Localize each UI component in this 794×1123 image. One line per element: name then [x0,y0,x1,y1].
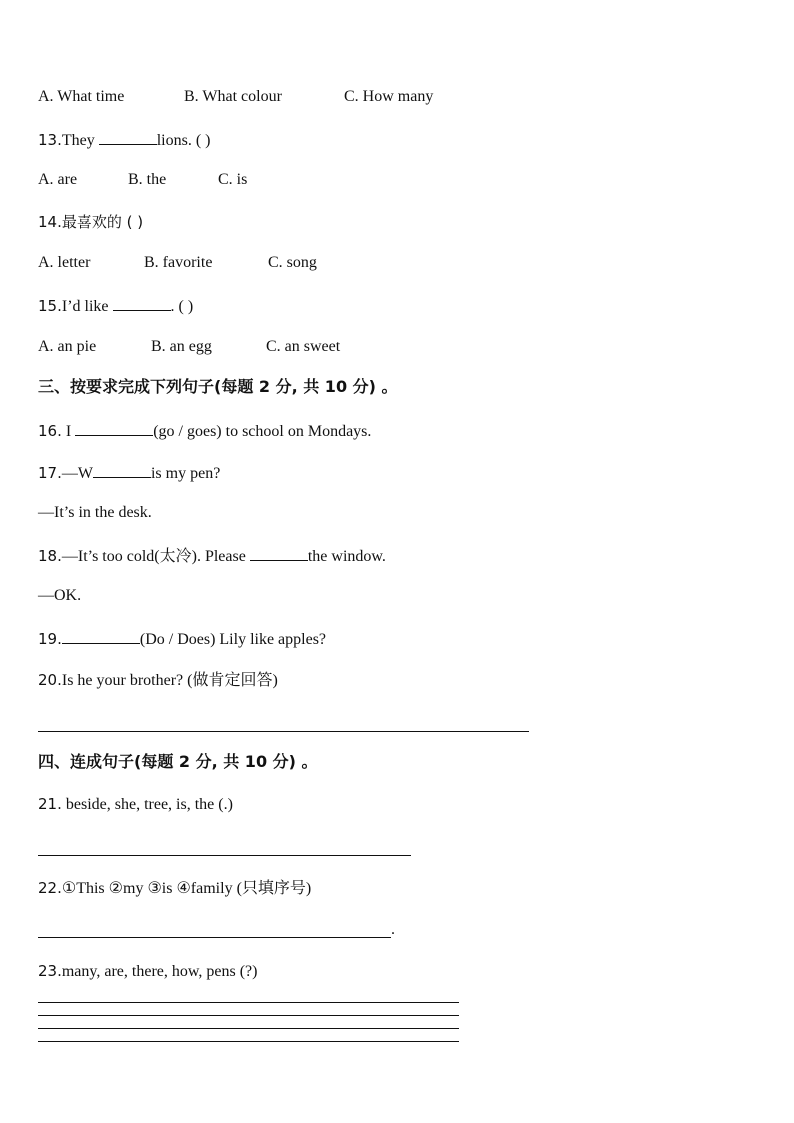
question-18 [38,545,386,567]
question-text-post: lions. ( ) [156,132,211,149]
q23-answer-line-1[interactable] [38,1002,459,1003]
q14-options [38,253,317,273]
q12-options [38,87,433,107]
q17-answer: —It’s in the desk. [38,504,152,521]
section-4-heading: 四、连成句子(每题 2 分, 共 10 分) 。 [38,752,318,771]
question-text-post: is my pen? [150,465,221,482]
q13-option-c: C. is [218,171,248,188]
question-text: many, are, there, how, pens (?) [61,963,258,980]
q22-period: . [391,921,395,938]
answer-blank[interactable] [99,129,157,145]
question-21 [38,794,233,815]
answer-blank[interactable] [250,545,308,561]
question-15 [38,295,193,317]
question-text-pre: They [61,132,99,149]
question-number: 23. [38,962,62,980]
answer-blank[interactable] [93,462,151,478]
q12-option-b: B. What colour [184,88,282,105]
question-number: 19. [38,630,62,648]
question-text-post: the window. [307,548,386,565]
answer-blank[interactable] [62,628,140,644]
q14-option-b: B. favorite [144,254,213,271]
question-number: 17. [38,464,62,482]
question-text-post: (Do / Does) Lily like apples? [139,631,327,648]
q14-option-a: A. letter [38,254,91,271]
question-number: 20. [38,671,62,689]
question-text: Is he your brother? (做肯定回答) [61,672,278,689]
q23-answer-line-2[interactable] [38,1015,459,1016]
question-20 [38,670,278,691]
question-text-pre: —W [61,465,93,482]
question-text-post: . ( ) [170,298,194,315]
question-text-pre: I [61,423,76,440]
q23-answer-line-4[interactable] [38,1041,459,1042]
q13-option-b: B. the [128,171,167,188]
question-23 [38,961,257,982]
q15-options [38,337,340,357]
question-22 [38,878,311,899]
question-19 [38,628,326,650]
q18-answer: —OK. [38,587,82,604]
question-16 [38,420,371,442]
question-number: 13. [38,131,62,149]
answer-blank[interactable] [75,420,153,436]
question-number: 21. [38,795,62,813]
q12-option-a: A. What time [38,88,125,105]
answer-blank[interactable] [113,295,171,311]
q13-option-a: A. are [38,171,78,188]
question-number: 16. [38,422,62,440]
q15-option-b: B. an egg [151,338,212,355]
question-text: ①This ②my ③is ④family (只填序号) [61,880,312,897]
question-13 [38,129,211,151]
question-text-pre: I’d like [61,298,113,315]
q15-option-c: C. an sweet [266,338,341,355]
q20-answer-line[interactable] [38,731,529,732]
question-text: beside, she, tree, is, the (.) [61,796,233,813]
question-number: 15. [38,297,62,315]
question-number: 14. [38,213,62,231]
q12-option-c: C. How many [344,88,434,105]
question-number: 18. [38,547,62,565]
q23-answer-line-3[interactable] [38,1028,459,1029]
section-3-heading: 三、按要求完成下列句子(每题 2 分, 共 10 分) 。 [38,377,398,396]
q13-options [38,170,247,190]
question-14 [38,212,143,233]
question-text-pre: —It’s too cold(太冷). Please [61,548,250,565]
question-text: 最喜欢的 ( ) [61,213,144,231]
q21-answer-line[interactable] [38,855,411,856]
q15-option-a: A. an pie [38,338,97,355]
q14-option-c: C. song [268,254,317,271]
q22-answer-line[interactable] [38,937,391,938]
question-17 [38,462,220,484]
question-text-post: (go / goes) to school on Mondays. [153,423,372,440]
question-number: 22. [38,879,62,897]
